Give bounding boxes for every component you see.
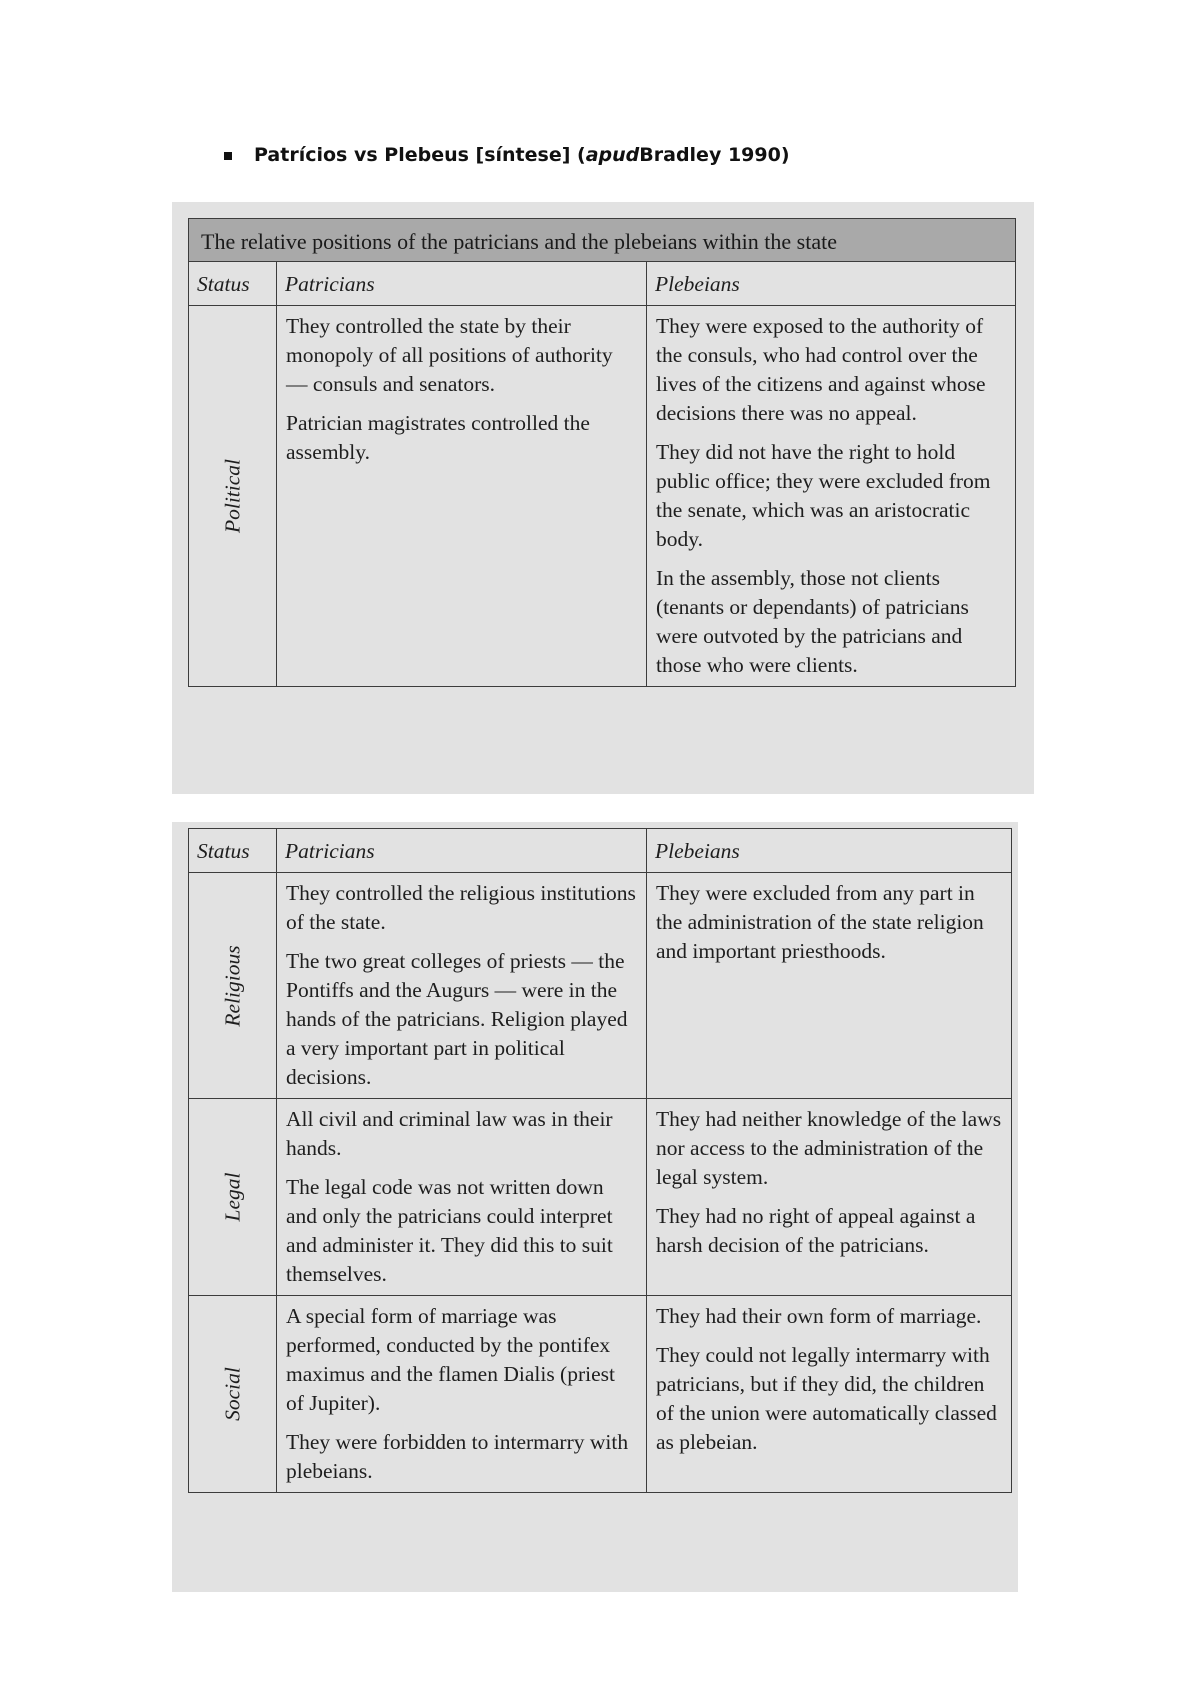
cell-paragraph: A special form of marriage was performed, conducted by the pontifex maximus and the flamen Dialis (priest of Jupiter). (286, 1304, 615, 1415)
status-label: Religious (220, 944, 244, 1027)
table-row (189, 306, 1016, 687)
header-plebeians: Plebeians (647, 262, 1016, 306)
plebeians-cell (647, 1099, 1012, 1296)
header-status: Status (189, 829, 277, 873)
cell-paragraph: They were exposed to the authority of the consuls, who had control over the lives of the citizens and against whose decisions there was no appeal. (656, 314, 986, 425)
patricians-cell (277, 1099, 647, 1296)
cell-paragraph: They had their own form of marriage. (656, 1304, 982, 1328)
table-row (189, 1099, 1012, 1296)
table-row (189, 1296, 1012, 1493)
cell-paragraph: They had no right of appeal against a harsh decision of the patricians. (656, 1204, 976, 1257)
heading-text-italic: apud (585, 144, 640, 166)
scan-panel-religious-legal-social (172, 822, 1018, 1592)
table-religious-legal-social (188, 828, 1012, 1493)
table-caption: The relative positions of the patricians and the plebeians within the state (189, 219, 1016, 262)
status-cell (189, 873, 277, 1099)
table-row (189, 873, 1012, 1099)
cell-paragraph: They were excluded from any part in the administration of the state religion and important priesthoods. (656, 881, 984, 963)
cell-paragraph: The legal code was not written down and only the patricians could interpret and administer it. They did this to suit themselves. (286, 1175, 613, 1286)
status-cell (189, 306, 277, 687)
cell-paragraph: The two great colleges of priests — the Pontiffs and the Augurs — were in the hands of the patricians. Religion played a very important part in political decisions. (286, 949, 628, 1089)
patricians-cell (277, 306, 647, 687)
header-plebeians: Plebeians (647, 829, 1012, 873)
cell-paragraph: Patrician magistrates controlled the assembly. (286, 411, 590, 464)
table-political (188, 218, 1016, 687)
heading-text-before: Patrícios vs Plebeus [síntese] ( (254, 144, 586, 166)
cell-paragraph: In the assembly, those not clients (tenants or dependants) of patricians were outvoted by the patricians and those who were clients. (656, 566, 969, 677)
status-label: Legal (220, 1172, 244, 1222)
plebeians-cell (647, 306, 1016, 687)
cell-paragraph: All civil and criminal law was in their hands. (286, 1107, 613, 1160)
plebeians-cell (647, 873, 1012, 1099)
cell-paragraph: They did not have the right to hold public office; they were excluded from the senate, which was an aristocratic body. (656, 440, 991, 551)
patricians-cell (277, 1296, 647, 1493)
header-status: Status (189, 262, 277, 306)
status-label: Social (220, 1367, 244, 1421)
scan-panel-political (172, 202, 1034, 794)
header-patricians: Patricians (277, 262, 647, 306)
status-cell (189, 1296, 277, 1493)
cell-paragraph: They could not legally intermarry with patricians, but if they did, the children of the union were automatically classed as plebeian. (656, 1343, 997, 1454)
cell-paragraph: They controlled the religious institutions of the state. (286, 881, 636, 934)
cell-paragraph: They controlled the state by their monopoly of all positions of authority — consuls and senators. (286, 314, 613, 396)
header-patricians: Patricians (277, 829, 647, 873)
status-cell (189, 1099, 277, 1296)
patricians-cell (277, 873, 647, 1099)
cell-paragraph: They had neither knowledge of the laws nor access to the administration of the legal system. (656, 1107, 1002, 1189)
page-heading (224, 144, 790, 166)
bullet-icon (224, 152, 232, 160)
cell-paragraph: They were forbidden to intermarry with plebeians. (286, 1430, 629, 1483)
plebeians-cell (647, 1296, 1012, 1493)
heading-text-after: Bradley 1990) (639, 144, 790, 166)
status-label: Political (220, 458, 244, 534)
